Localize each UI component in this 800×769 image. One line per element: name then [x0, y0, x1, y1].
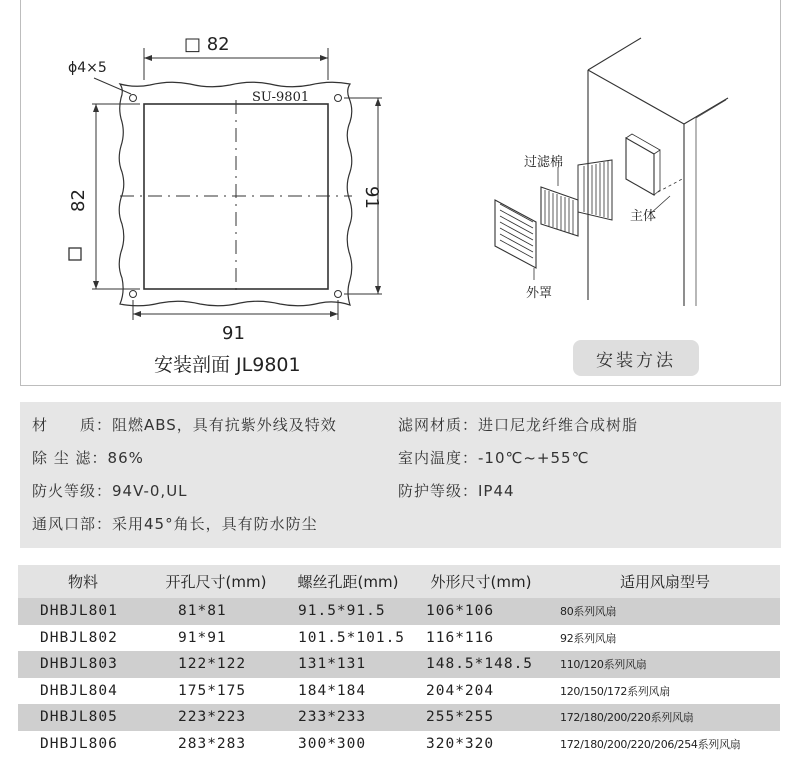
cell-screw: 233*233	[284, 704, 412, 731]
cell-screw: 131*131	[284, 651, 412, 678]
dim-top-text: □ 82	[184, 34, 230, 55]
cell-cutout: 223*223	[148, 704, 284, 731]
hole-leader	[94, 78, 131, 94]
spec-dust-filter: 除 尘 滤：86%	[32, 449, 144, 467]
model-table	[18, 565, 780, 757]
screw-hole-tr	[335, 95, 342, 102]
cell-screw: 184*184	[298, 682, 367, 699]
spec-panel	[20, 402, 781, 548]
table-row	[18, 625, 780, 652]
cell-outer: 106*106	[412, 598, 550, 625]
cell-cutout: 81*81	[148, 598, 284, 625]
cell-fan: 172/180/200/220/206/254系列风扇	[560, 737, 741, 751]
cell-fan: 80系列风扇	[550, 598, 780, 625]
spec-room-temp: 室内温度：-10℃~+55℃	[398, 449, 590, 467]
table-row	[18, 598, 780, 625]
cell-model: DHBJL804	[40, 682, 118, 699]
cell-model: DHBJL801	[18, 598, 148, 625]
header-screw: 螺丝孔距(mm)	[284, 565, 412, 598]
cell-outer: 148.5*148.5	[412, 651, 550, 678]
label-filter-cotton: 过滤棉	[524, 155, 564, 170]
table-header-row	[18, 565, 780, 598]
spec-material: 材 质：阻燃ABS，具有抗紫外线及特效	[32, 416, 337, 434]
dim-left-square-icon	[69, 248, 81, 260]
cell-fan: 92系列风扇	[560, 631, 617, 645]
cell-outer: 116*116	[426, 629, 495, 646]
dim-bottom-text: 91	[222, 323, 245, 344]
spec-fire-grade: 防火等级：94V-0,UL	[32, 482, 188, 500]
cell-outer: 204*204	[426, 682, 495, 699]
cell-fan: 120/150/172系列风扇	[560, 684, 670, 698]
install-method-button[interactable]: 安装方法	[573, 340, 699, 376]
cell-model: DHBJL805	[18, 704, 148, 731]
screw-hole-tl	[130, 95, 137, 102]
screw-hole-br	[335, 291, 342, 298]
table-row	[18, 678, 780, 705]
dim-left-text: 82	[68, 189, 89, 212]
cell-outer: 320*320	[426, 735, 495, 752]
spec-protection: 防护等级：IP44	[398, 482, 515, 500]
table-row	[18, 731, 780, 758]
model-plate-text: SU-9801	[252, 90, 310, 105]
cell-screw: 91.5*91.5	[284, 598, 412, 625]
spec-vent: 通风口部：采用45°角长，具有防水防尘	[32, 515, 318, 533]
cell-fan: 172/180/200/220系列风扇	[550, 704, 780, 731]
cell-cutout: 283*283	[178, 735, 247, 752]
drawing-caption: 安装剖面 JL9801	[154, 354, 301, 376]
hole-spec-text: ϕ4×5	[68, 60, 107, 76]
cell-cutout: 175*175	[178, 682, 247, 699]
cell-model: DHBJL803	[18, 651, 148, 678]
screw-hole-bl	[130, 291, 137, 298]
spec-filter-material: 滤网材质：进口尼龙纤维合成树脂	[398, 416, 639, 434]
header-fan: 适用风扇型号	[550, 565, 780, 598]
header-material: 物料	[18, 565, 148, 598]
header-outer: 外形尺寸(mm)	[412, 565, 550, 598]
label-cover: 外罩	[526, 286, 553, 301]
cell-model: DHBJL802	[40, 629, 118, 646]
cell-outer: 255*255	[412, 704, 550, 731]
cell-screw: 300*300	[298, 735, 367, 752]
cell-cutout: 122*122	[148, 651, 284, 678]
table-row	[18, 704, 780, 731]
cell-fan: 110/120系列风扇	[550, 651, 780, 678]
header-cutout: 开孔尺寸(mm)	[148, 565, 284, 598]
dim-right-text: 91	[361, 186, 382, 209]
installation-illustration	[495, 38, 728, 306]
cell-cutout: 91*91	[178, 629, 227, 646]
cell-model: DHBJL806	[40, 735, 118, 752]
cell-screw: 101.5*101.5	[298, 629, 406, 646]
label-body: 主体	[630, 209, 657, 224]
table-row	[18, 651, 780, 678]
